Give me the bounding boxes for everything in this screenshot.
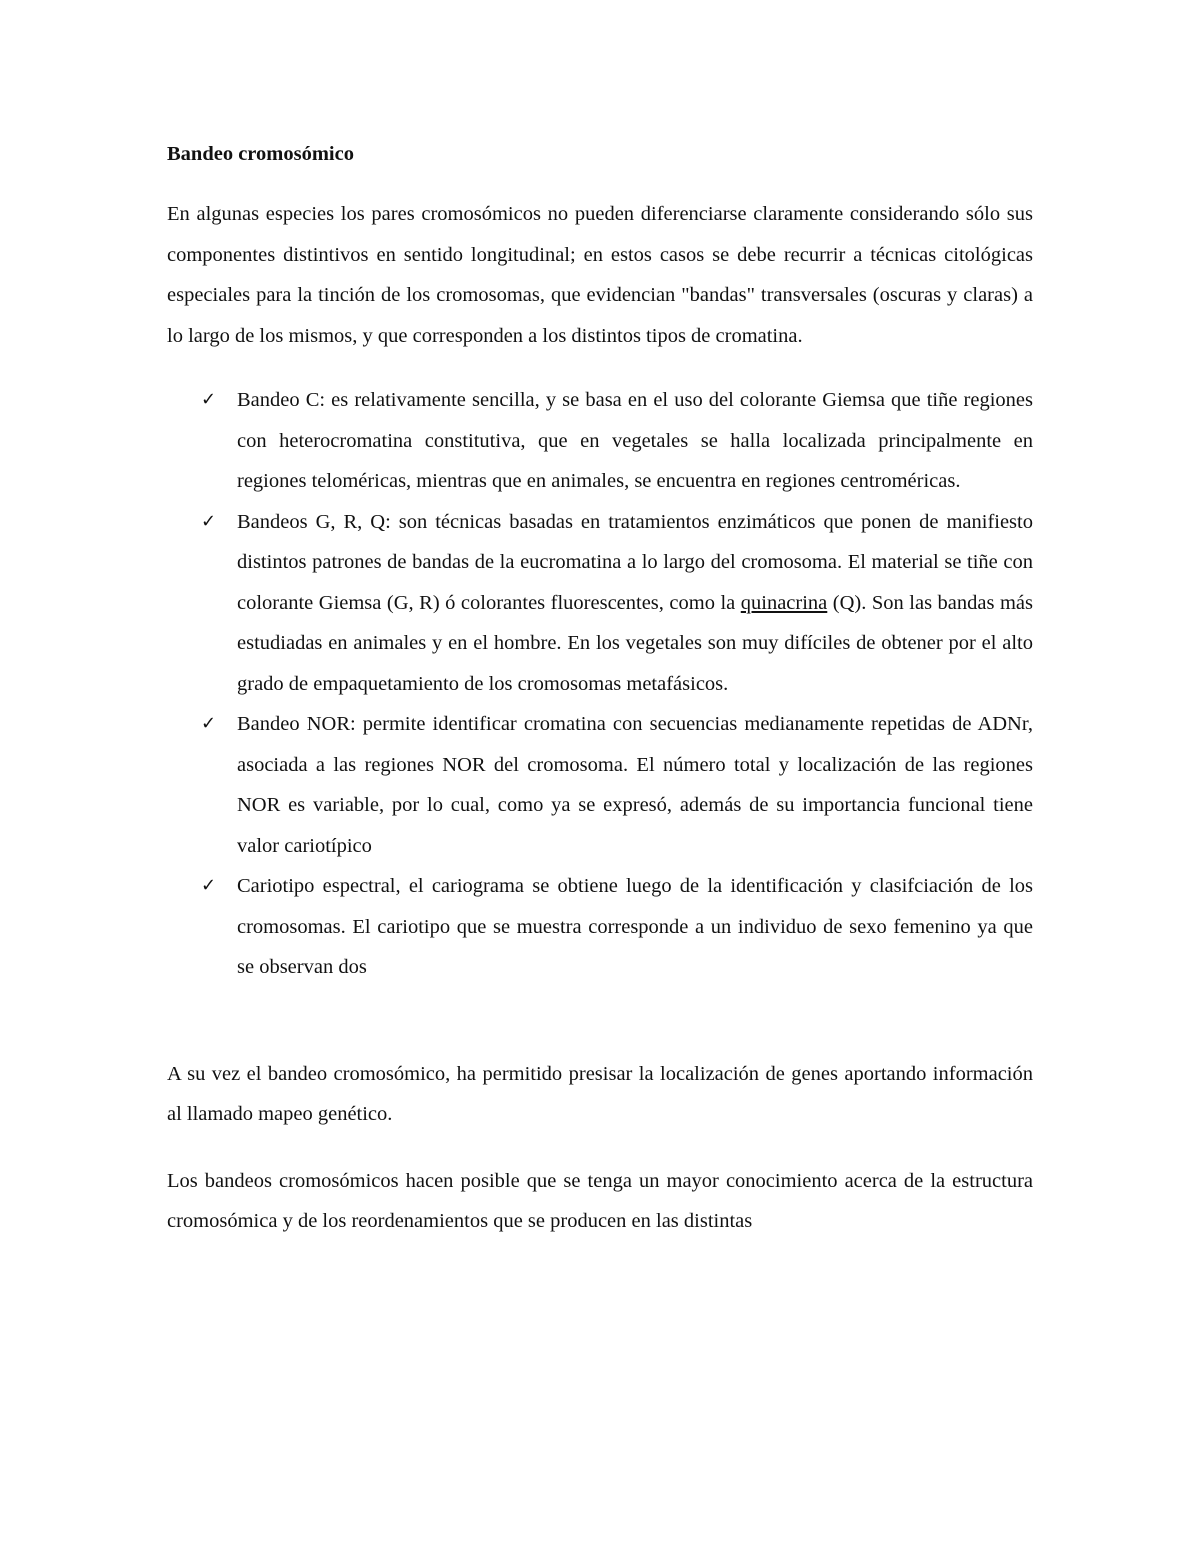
list-item-text: Bandeos G, R, Q: son técnicas basadas en tratamientos enzimáticos que ponen de manifiesto distintos patrones de bandas de la eucromatina a lo largo del cromosoma. El material se tiñe con colorante Giemsa (G, R) ó colorantes fluorescentes, como la	[237, 510, 1033, 614]
list-item-text: Bandeo NOR: permite identificar cromatina con secuencias medianamente repetidas de ADNr, asociada a las regiones NOR del cromosoma. El número total y localización de las regiones NOR es variable, por lo cual, como ya se expresó, además de su importancia funcional tiene valor cariotípico	[237, 713, 1033, 857]
list-item-cariotipo-espectral	[167, 866, 1033, 988]
list-item-bandeos-grq	[167, 502, 1033, 705]
list-item-bandeo-c	[167, 380, 1033, 502]
list-item-text: Cariotipo espectral, el cariograma se obtiene luego de la identificación y clasifciación de los cromosomas. El cariotipo que se muestra corresponde a un individuo de sexo femenino ya que se observan dos	[237, 875, 1033, 978]
check-icon: ✓	[201, 875, 217, 896]
list-item-text: Bandeo C: es relativamente sencilla, y se basa en el uso del colorante Giemsa que tiñe regiones con heterocromatina constitutiva, que en vegetales se halla localizada principalmente en regiones teloméricas, mientras que en animales, se encuentra en regiones centroméricas.	[237, 389, 1033, 492]
closing-paragraph: Los bandeos cromosómicos hacen posible que se tenga un mayor conocimiento acerca de la estructura cromosómica y de los reordenamientos que se producen en las distintas	[167, 1169, 1033, 1232]
list-item-bandeo-nor	[167, 704, 1033, 866]
check-icon: ✓	[201, 389, 217, 410]
list-item-text: (Q). Son las bandas más estudiadas en animales y en el hombre. En los vegetales son muy difíciles de obtener por el alto grado de empaquetamiento de los cromosomas metafásicos.	[237, 591, 1033, 695]
check-icon: ✓	[201, 713, 217, 734]
document-body	[167, 134, 1033, 1242]
document-title: Bandeo cromosómico	[167, 143, 354, 165]
underlined-term: quinacrina	[740, 591, 828, 614]
intro-paragraph: En algunas especies los pares cromosómicos no pueden diferenciarse claramente considerando sólo sus componentes distintivos en sentido longitudinal; en estos casos se debe recurrir a técnicas citológicas especiales para la tinción de los cromosomas, que evidencian "bandas" transversales (oscuras y claras) a lo largo de los mismos, y que corresponden a los distintos tipos de cromatina.	[167, 203, 1033, 347]
banding-techniques-list	[167, 380, 1033, 988]
check-icon: ✓	[201, 510, 217, 532]
mapping-paragraph: A su vez el bandeo cromosómico, ha permitido presisar la localización de genes aportando información al llamado mapeo genético.	[167, 1062, 1033, 1125]
